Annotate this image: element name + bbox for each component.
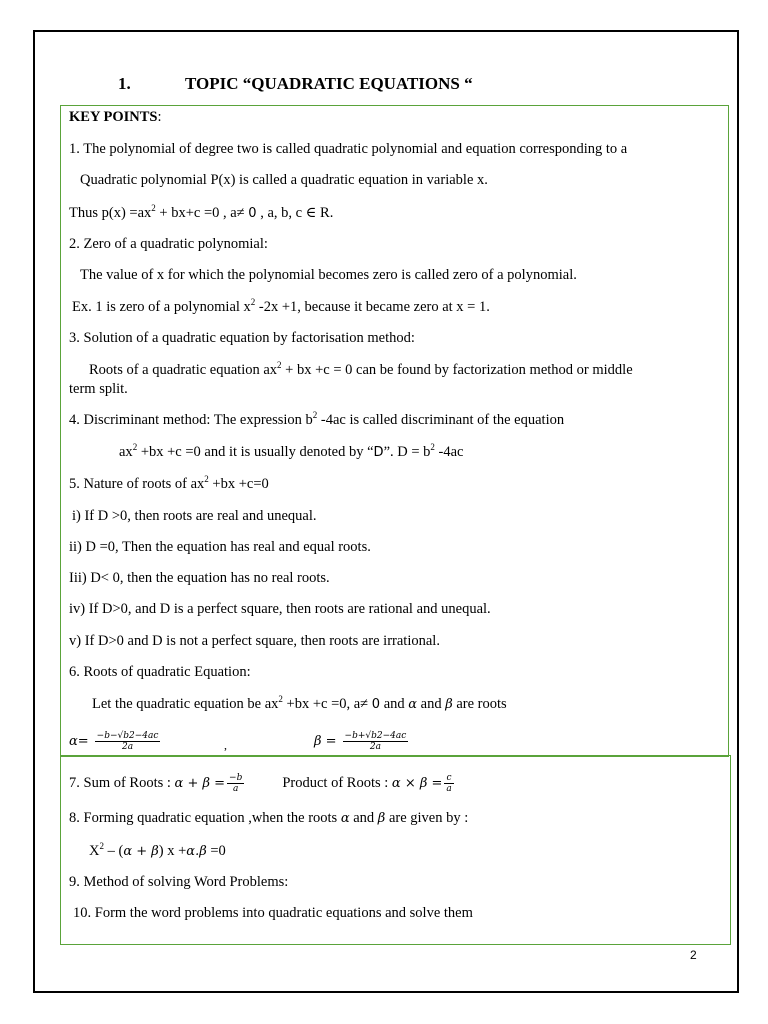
rule-1: i) If D >0, then roots are real and unequal. — [72, 508, 317, 524]
point-2-line-2: The value of x for which the polynomial becomes zero is called zero of a polynomial. — [80, 267, 577, 283]
page-number: 2 — [690, 948, 697, 962]
point-8: 8. Forming quadratic equation ,when the roots α and β are given by : — [69, 810, 469, 826]
point-7: 7. Sum of Roots : α + β = $\frac{-b}{a}$ Product of Roots : α × β = $\frac{c}{a}$ — [69, 773, 452, 794]
point-2-line-3: Ex. 1 is zero of a polynomial $x^2$ -2x +1, because it became zero at x = 1. — [72, 297, 490, 315]
point-3-line-2: Roots of a quadratic equation $ax^2$ + bx +c = 0 can be found by factorization method or middle — [89, 360, 633, 378]
point-3: 3. Solution of a quadratic equation by factorisation method: — [69, 330, 415, 346]
point-2: 2. Zero of a quadratic polynomial: — [69, 236, 268, 252]
point-1-line-2: Quadratic polynomial P(x) is called a quadratic equation in variable x. — [80, 172, 488, 188]
point-6-line-2: Let the quadratic equation be $ax^2 +bx +c =0$, a≠ 0 and α and β are roots — [92, 694, 507, 712]
key-points-box — [60, 105, 729, 757]
point-5: 5. Nature of roots of $ax^2 +bx +c=0$ — [69, 474, 269, 492]
rule-4: iv) If D>0, and D is a perfect square, then roots are rational and unequal. — [69, 601, 491, 617]
point-1-line-3: Thus $p(x) =ax^2 + bx+c =0$ , a≠ 0 , a, b, c ∈ R. — [69, 203, 334, 221]
point-4-line-2: $ax^2 +bx +c =0$ and it is usually denoted by “D”. $D = b^2$ -4ac — [119, 442, 464, 460]
point-8-equation: $X^2 - (\alpha + \beta)$ x +α.β =0 — [89, 841, 226, 859]
rule-5: v) If D>0 and D is not a perfect square, then roots are irrational. — [69, 633, 440, 649]
point-3-line-3: term split. — [69, 381, 128, 397]
alpha-formula: α= $\frac{-b-√b2-4ac}{2a}$ — [69, 731, 159, 752]
title-number: 1. — [118, 74, 131, 93]
point-10: 10. Form the word problems into quadratic equations and solve them — [73, 905, 473, 921]
beta-formula: β = $\frac{-b+√b2-4ac}{2a}$ — [314, 731, 407, 752]
point-4: 4. Discriminant method: The expression $b^2$ -4ac is called discriminant of the equation — [69, 410, 565, 428]
rule-3: Iii) D< 0, then the equation has no real roots. — [69, 570, 330, 586]
point-1: 1. The polynomial of degree two is called quadratic polynomial and equation corresponding to a — [69, 141, 628, 157]
point-6: 6. Roots of quadratic Equation: — [69, 664, 251, 680]
rule-2: ii) D =0, Then the equation has real and equal roots. — [69, 539, 371, 555]
title-text: TOPIC “QUADRATIC EQUATIONS “ — [185, 74, 473, 93]
key-points-heading: KEY POINTS: — [69, 109, 162, 125]
point-9: 9. Method of solving Word Problems: — [69, 874, 289, 890]
formula-separator: , — [224, 738, 227, 752]
